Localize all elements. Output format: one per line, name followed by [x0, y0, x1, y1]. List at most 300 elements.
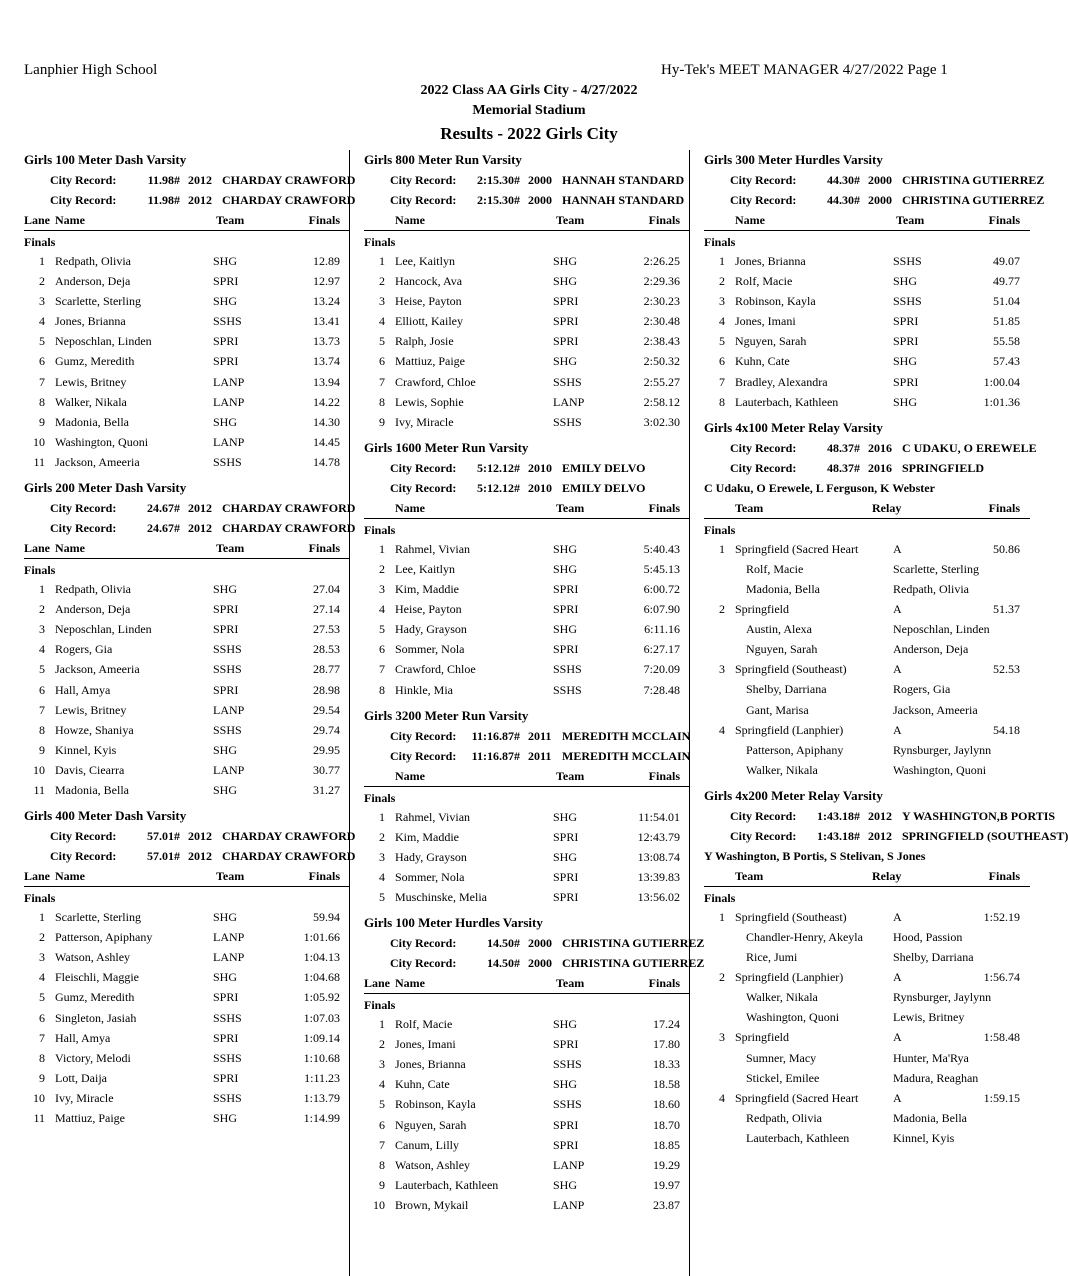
result-row — [24, 987, 350, 1007]
team-code: SHG — [893, 394, 918, 409]
place: 2 — [39, 274, 45, 289]
city-record-label: City Record: — [390, 193, 457, 207]
city-record-label: City Record: — [390, 460, 457, 475]
team-code: SHG — [553, 1017, 578, 1032]
record-holder: C UDAKU, O EREWELE — [902, 440, 1037, 455]
city-record — [24, 846, 356, 866]
athlete-name: Madonia, Bella — [55, 414, 129, 429]
relay-member: Neposchlan, Linden — [893, 622, 990, 637]
city-record — [364, 726, 690, 746]
result-mark: 1:56.74 — [983, 970, 1020, 985]
place: 3 — [379, 849, 385, 864]
athlete-name: Washington, Quoni — [55, 434, 149, 449]
results-column-header — [24, 866, 350, 887]
result-row — [364, 1014, 690, 1034]
result-mark: 6:07.90 — [643, 602, 680, 617]
result-mark: 14.78 — [313, 454, 340, 469]
result-row — [24, 271, 350, 291]
team-code: SPRI — [553, 334, 579, 349]
result-row — [364, 887, 690, 907]
result-row — [24, 251, 350, 271]
team-code: SPRI — [553, 602, 579, 617]
result-row — [364, 251, 690, 271]
result-mark: 17.80 — [653, 1037, 680, 1052]
team-code: SPRI — [553, 642, 579, 657]
relay-members-row — [704, 639, 1030, 659]
result-mark: 59.94 — [313, 910, 340, 925]
city-record-label: City Record: — [50, 193, 117, 207]
team-code: LANP — [553, 394, 585, 409]
team-code: SPRI — [553, 582, 579, 597]
meet-title: 2022 Class AA Girls City - 4/27/2022 — [420, 83, 638, 98]
city-record-label: City Record: — [730, 440, 797, 455]
athlete-name: Neposchlan, Linden — [55, 622, 152, 637]
event-title: Girls 200 Meter Dash Varsity — [24, 480, 187, 496]
event-title: Girls 300 Meter Hurdles Varsity — [704, 152, 883, 167]
relay-member: Anderson, Deja — [893, 642, 969, 657]
result-mark: 1:05.92 — [303, 990, 340, 1005]
result-mark: 13.24 — [313, 294, 340, 309]
name-header: Name — [395, 213, 425, 227]
result-mark: 1:59.15 — [983, 1090, 1020, 1105]
city-record — [704, 170, 1045, 190]
athlete-name: Jones, Brianna — [55, 314, 126, 329]
relay-members-row — [704, 760, 1030, 780]
relay-members-row — [704, 927, 1030, 947]
athlete-name: Anderson, Deja — [55, 274, 131, 289]
team-header: Team — [735, 868, 764, 883]
team-code: SSHS — [213, 1010, 242, 1025]
record-time: 57.01# — [147, 849, 180, 864]
record-time: 48.37# — [827, 440, 860, 455]
place: 5 — [719, 334, 725, 349]
place: 1 — [379, 1017, 385, 1032]
event-g300h — [704, 150, 1045, 412]
place: 8 — [39, 1050, 45, 1065]
relay-member: Walker, Nikala — [746, 762, 818, 777]
record-holder: MEREDITH MCCLAIN — [562, 728, 691, 743]
result-row — [364, 680, 690, 700]
relay-member: Kinnel, Kyis — [893, 1130, 955, 1145]
team-code: SPRI — [213, 622, 239, 637]
relay-member: Patterson, Apiphany — [746, 742, 844, 757]
athlete-name: Sommer, Nola — [395, 869, 465, 884]
athlete-name: Lewis, Sophie — [395, 394, 464, 409]
result-mark: 23.87 — [653, 1197, 680, 1212]
finals-section-label: Finals — [24, 891, 56, 906]
place: 5 — [379, 334, 385, 349]
place: 1 — [719, 541, 725, 556]
athlete-name: Canum, Lilly — [395, 1137, 459, 1152]
athlete-name: Hall, Amya — [55, 1030, 111, 1045]
finals-section-label: Finals — [364, 522, 396, 537]
event-title: Girls 100 Meter Dash Varsity — [24, 152, 187, 167]
athlete-name: Hady, Grayson — [395, 622, 467, 637]
athlete-name: Ivy, Miracle — [55, 1090, 114, 1105]
relay-member: Redpath, Olivia — [893, 581, 969, 596]
team-code: SHG — [213, 254, 238, 268]
record-time: 2:15.30# — [477, 173, 520, 187]
team-code: SPRI — [553, 1137, 579, 1152]
name-header: Name — [395, 976, 425, 991]
team-code: SSHS — [553, 662, 582, 677]
finals-section-label: Finals — [364, 998, 396, 1013]
record-time: 57.01# — [147, 829, 180, 844]
record-relay-names: Y Washington, B Portis, S Stelivan, S Jones — [704, 848, 926, 863]
event-g1600 — [364, 438, 690, 700]
result-mark: 14.30 — [313, 414, 340, 429]
result-row — [24, 659, 350, 679]
result-row — [24, 452, 350, 472]
record-year: 2010 — [528, 480, 552, 495]
result-mark: 1:52.19 — [983, 909, 1020, 924]
result-row — [24, 700, 350, 720]
relay-member: Shelby, Darriana — [746, 682, 827, 697]
city-record-label: City Record: — [50, 849, 117, 864]
result-row — [704, 331, 1030, 351]
team-code: SHG — [213, 970, 238, 985]
athlete-name: Scarlette, Sterling — [55, 294, 141, 309]
relay-header: Relay — [872, 500, 902, 515]
result-mark: 1:13.79 — [303, 1090, 340, 1105]
athlete-name: Heise, Payton — [395, 602, 462, 617]
relay-member: Austin, Alexa — [746, 622, 812, 637]
place: 1 — [719, 909, 725, 924]
relay-member: Nguyen, Sarah — [746, 642, 818, 657]
relay-member: Madura, Reaghan — [893, 1070, 979, 1085]
place: 3 — [719, 662, 725, 677]
relay-member: Lauterbach, Kathleen — [746, 1130, 850, 1145]
record-time: 44.30# — [827, 193, 860, 207]
result-mark: 28.53 — [313, 642, 340, 657]
results-column-header — [24, 538, 350, 559]
result-row — [364, 619, 690, 639]
result-mark: 29.95 — [313, 742, 340, 757]
place: 7 — [379, 1137, 385, 1152]
relay-member: Jackson, Ameeria — [893, 702, 978, 717]
athlete-name: Lee, Kaitlyn — [395, 254, 455, 268]
team-header: Team — [556, 213, 585, 227]
result-mark: 12.89 — [313, 254, 340, 268]
result-row — [704, 271, 1030, 291]
relay-member: Rice, Jumi — [746, 950, 798, 965]
team-code: SPRI — [553, 294, 579, 309]
result-mark: 1:01.36 — [983, 394, 1020, 409]
record-year: 2010 — [528, 460, 552, 475]
team-code: LANP — [213, 950, 245, 965]
place: 3 — [39, 950, 45, 965]
relay-members-row — [704, 579, 1030, 599]
results-column-header — [704, 210, 1030, 231]
place: 7 — [379, 662, 385, 677]
result-mark: 19.97 — [653, 1177, 680, 1192]
team-code: SPRI — [213, 1070, 239, 1085]
place: 4 — [379, 602, 385, 617]
result-mark: 13:08.74 — [637, 849, 680, 864]
result-row — [364, 351, 690, 371]
team-code: SPRI — [213, 682, 239, 697]
result-mark: 51.04 — [993, 294, 1020, 309]
city-record — [364, 746, 690, 766]
relay-result-row — [704, 1027, 1030, 1047]
team-header: Team — [556, 500, 585, 515]
athlete-name: Fleischli, Maggie — [55, 970, 139, 985]
relay-member: Gant, Marisa — [746, 702, 809, 717]
result-mark: 27.14 — [313, 602, 340, 617]
result-row — [24, 579, 350, 599]
team-code: SHG — [213, 582, 238, 597]
city-record — [24, 498, 356, 518]
place: 2 — [379, 829, 385, 844]
result-row — [24, 740, 350, 760]
place: 7 — [39, 374, 45, 389]
result-mark: 2:58.12 — [643, 394, 680, 409]
result-row — [704, 351, 1030, 371]
record-holder: CHARDAY CRAWFORD — [222, 173, 356, 187]
place: 2 — [39, 930, 45, 945]
place: 1 — [719, 254, 725, 268]
result-row — [364, 559, 690, 579]
city-record — [704, 190, 1045, 210]
result-mark: 1:04.13 — [303, 950, 340, 965]
event-g100h — [364, 913, 705, 1215]
result-mark: 1:58.48 — [983, 1030, 1020, 1045]
place: 8 — [719, 394, 725, 409]
lane-header: Lane — [24, 213, 51, 227]
city-record — [364, 170, 690, 190]
result-mark: 29.74 — [313, 722, 340, 737]
result-mark: 52.53 — [993, 662, 1020, 677]
place: 10 — [33, 434, 45, 449]
place: 5 — [39, 662, 45, 677]
record-holder: CHARDAY CRAWFORD — [222, 193, 356, 207]
place: 3 — [719, 294, 725, 309]
relay-letter: A — [893, 1090, 902, 1105]
record-holder: CHARDAY CRAWFORD — [222, 501, 356, 516]
place: 1 — [379, 809, 385, 824]
record-relay-names: C Udaku, O Erewele, L Ferguson, K Webster — [704, 480, 935, 495]
place: 7 — [719, 374, 725, 389]
record-time: 24.67# — [147, 501, 180, 516]
team-code: SPRI — [553, 829, 579, 844]
place: 10 — [373, 1197, 385, 1212]
event-r4x100 — [704, 418, 1037, 780]
place: 5 — [379, 889, 385, 904]
finals-header: Finals — [308, 869, 340, 884]
record-time: 11:16.87# — [471, 728, 520, 743]
athlete-name: Rolf, Macie — [735, 274, 793, 289]
city-record-label: City Record: — [390, 936, 457, 951]
result-mark: 1:04.68 — [303, 970, 340, 985]
result-mark: 13.41 — [313, 314, 340, 329]
relay-team: Springfield (Southeast) — [735, 909, 847, 924]
place: 5 — [379, 622, 385, 637]
record-time: 11.98# — [147, 193, 180, 207]
relay-members-row — [704, 559, 1030, 579]
result-row — [364, 827, 690, 847]
result-mark: 7:28.48 — [643, 682, 680, 697]
city-record — [704, 826, 1068, 846]
record-time: 11.98# — [147, 173, 180, 187]
finals-header: Finals — [988, 868, 1020, 883]
athlete-name: Sommer, Nola — [395, 642, 465, 657]
result-row — [364, 1175, 690, 1195]
relay-team: Springfield (Lanphier) — [735, 970, 844, 985]
result-mark: 2:29.36 — [643, 274, 680, 289]
column-1 — [24, 150, 356, 1134]
team-header: Team — [556, 976, 585, 991]
event-title: Girls 100 Meter Hurdles Varsity — [364, 915, 543, 931]
place: 8 — [379, 1157, 385, 1172]
school-name: Lanphier High School — [24, 62, 158, 78]
result-mark: 54.18 — [993, 722, 1020, 737]
relay-result-row — [704, 967, 1030, 987]
relay-member: Washington, Quoni — [893, 762, 987, 777]
athlete-name: Kuhn, Cate — [395, 1077, 450, 1092]
result-mark: 11:54.01 — [638, 809, 680, 824]
result-mark: 2:55.27 — [643, 374, 680, 389]
result-row — [364, 539, 690, 559]
athlete-name: Brown, Mykail — [395, 1197, 469, 1212]
result-mark: 28.98 — [313, 682, 340, 697]
result-mark: 2:26.25 — [643, 254, 680, 268]
athlete-name: Gumz, Meredith — [55, 990, 135, 1005]
place: 2 — [719, 274, 725, 289]
place: 2 — [379, 561, 385, 576]
place: 4 — [719, 1090, 725, 1105]
place: 3 — [379, 294, 385, 309]
athlete-name: Hinkle, Mia — [395, 682, 453, 697]
team-header: Team — [735, 500, 764, 515]
athlete-name: Hady, Grayson — [395, 849, 467, 864]
team-code: SHG — [553, 622, 578, 637]
place: 8 — [379, 394, 385, 409]
team-code: SPRI — [213, 602, 239, 617]
place: 4 — [379, 314, 385, 329]
result-row — [704, 311, 1030, 331]
city-record-label: City Record: — [390, 748, 457, 763]
result-mark: 13:39.83 — [637, 869, 680, 884]
athlete-name: Victory, Melodi — [55, 1050, 131, 1065]
result-mark: 18.85 — [653, 1137, 680, 1152]
place: 7 — [39, 702, 45, 717]
team-code: SHG — [553, 1077, 578, 1092]
team-code: SPRI — [893, 374, 919, 389]
name-header: Name — [395, 768, 425, 783]
place: 4 — [379, 1077, 385, 1092]
record-holder: CHARDAY CRAWFORD — [222, 849, 356, 864]
relay-member: Hood, Passion — [893, 929, 963, 944]
relay-team: Springfield (Lanphier) — [735, 722, 844, 737]
place: 11 — [33, 1111, 45, 1125]
team-code: SHG — [213, 294, 238, 309]
record-time: 11:16.87# — [471, 748, 520, 763]
result-row — [364, 1054, 690, 1074]
result-row — [24, 432, 350, 452]
team-code: LANP — [213, 394, 245, 409]
place: 10 — [33, 1090, 45, 1105]
athlete-name: Madonia, Bella — [55, 782, 129, 797]
team-code: SPRI — [213, 354, 239, 369]
finals-header: Finals — [988, 213, 1020, 227]
athlete-name: Neposchlan, Linden — [55, 334, 152, 349]
result-mark: 14.45 — [313, 434, 340, 449]
result-mark: 18.58 — [653, 1077, 680, 1092]
lane-header: Lane — [364, 976, 391, 991]
record-holder: CHRISTINA GUTIERREZ — [562, 956, 705, 971]
result-row — [704, 392, 1030, 412]
place: 4 — [719, 722, 725, 737]
event-title: Girls 3200 Meter Run Varsity — [364, 707, 529, 723]
team-header: Team — [216, 541, 245, 556]
result-row — [24, 311, 350, 331]
team-code: SSHS — [213, 314, 242, 329]
name-header: Name — [55, 541, 85, 556]
relay-team: Springfield — [735, 602, 789, 617]
relay-member: Madonia, Bella — [746, 581, 820, 596]
team-code: SPRI — [213, 990, 239, 1005]
athlete-name: Davis, Ciearra — [55, 762, 125, 777]
athlete-name: Rogers, Gia — [55, 642, 113, 657]
result-row — [364, 1155, 690, 1175]
result-row — [364, 1034, 690, 1054]
city-record-label: City Record: — [390, 956, 457, 971]
athlete-name: Singleton, Jasiah — [55, 1010, 137, 1025]
team-code: SSHS — [553, 374, 582, 389]
place: 7 — [379, 374, 385, 389]
place: 1 — [379, 254, 385, 268]
relay-letter: A — [893, 909, 902, 924]
result-mark: 6:27.17 — [643, 642, 680, 657]
athlete-name: Mattiuz, Paige — [55, 1111, 125, 1125]
place: 3 — [39, 294, 45, 309]
result-row — [24, 927, 350, 947]
event-title: Girls 4x100 Meter Relay Varsity — [704, 419, 883, 435]
result-mark: 7:20.09 — [643, 662, 680, 677]
athlete-name: Lewis, Britney — [55, 374, 127, 389]
record-year: 2000 — [868, 193, 892, 207]
record-year: 2000 — [868, 173, 892, 187]
finals-header: Finals — [648, 500, 680, 515]
results-column-header — [24, 210, 350, 231]
athlete-name: Lauterbach, Kathleen — [735, 394, 839, 409]
result-row — [24, 351, 350, 371]
relay-result-row — [704, 539, 1030, 559]
athlete-name: Watson, Ashley — [55, 950, 131, 965]
athlete-name: Lewis, Britney — [55, 702, 127, 717]
team-code: LANP — [213, 434, 245, 449]
city-record-label: City Record: — [50, 829, 117, 844]
city-record — [364, 190, 690, 210]
event-g200 — [24, 478, 356, 800]
city-record-label: City Record: — [730, 460, 797, 475]
results-column-header — [364, 973, 690, 994]
results-column-header — [364, 766, 690, 787]
city-record-label: City Record: — [50, 521, 117, 536]
relay-result-row — [704, 659, 1030, 679]
record-year: 2000 — [528, 956, 552, 971]
event-r4x200 — [704, 786, 1068, 1148]
record-holder: SPRINGFIELD — [902, 460, 985, 475]
record-time: 14.50# — [487, 956, 520, 971]
result-mark: 14.22 — [313, 394, 340, 409]
result-row — [704, 291, 1030, 311]
result-row — [364, 271, 690, 291]
relay-result-row — [704, 599, 1030, 619]
team-code: SHG — [213, 742, 238, 757]
result-row — [364, 392, 690, 412]
relay-member: Lewis, Britney — [893, 1010, 965, 1025]
